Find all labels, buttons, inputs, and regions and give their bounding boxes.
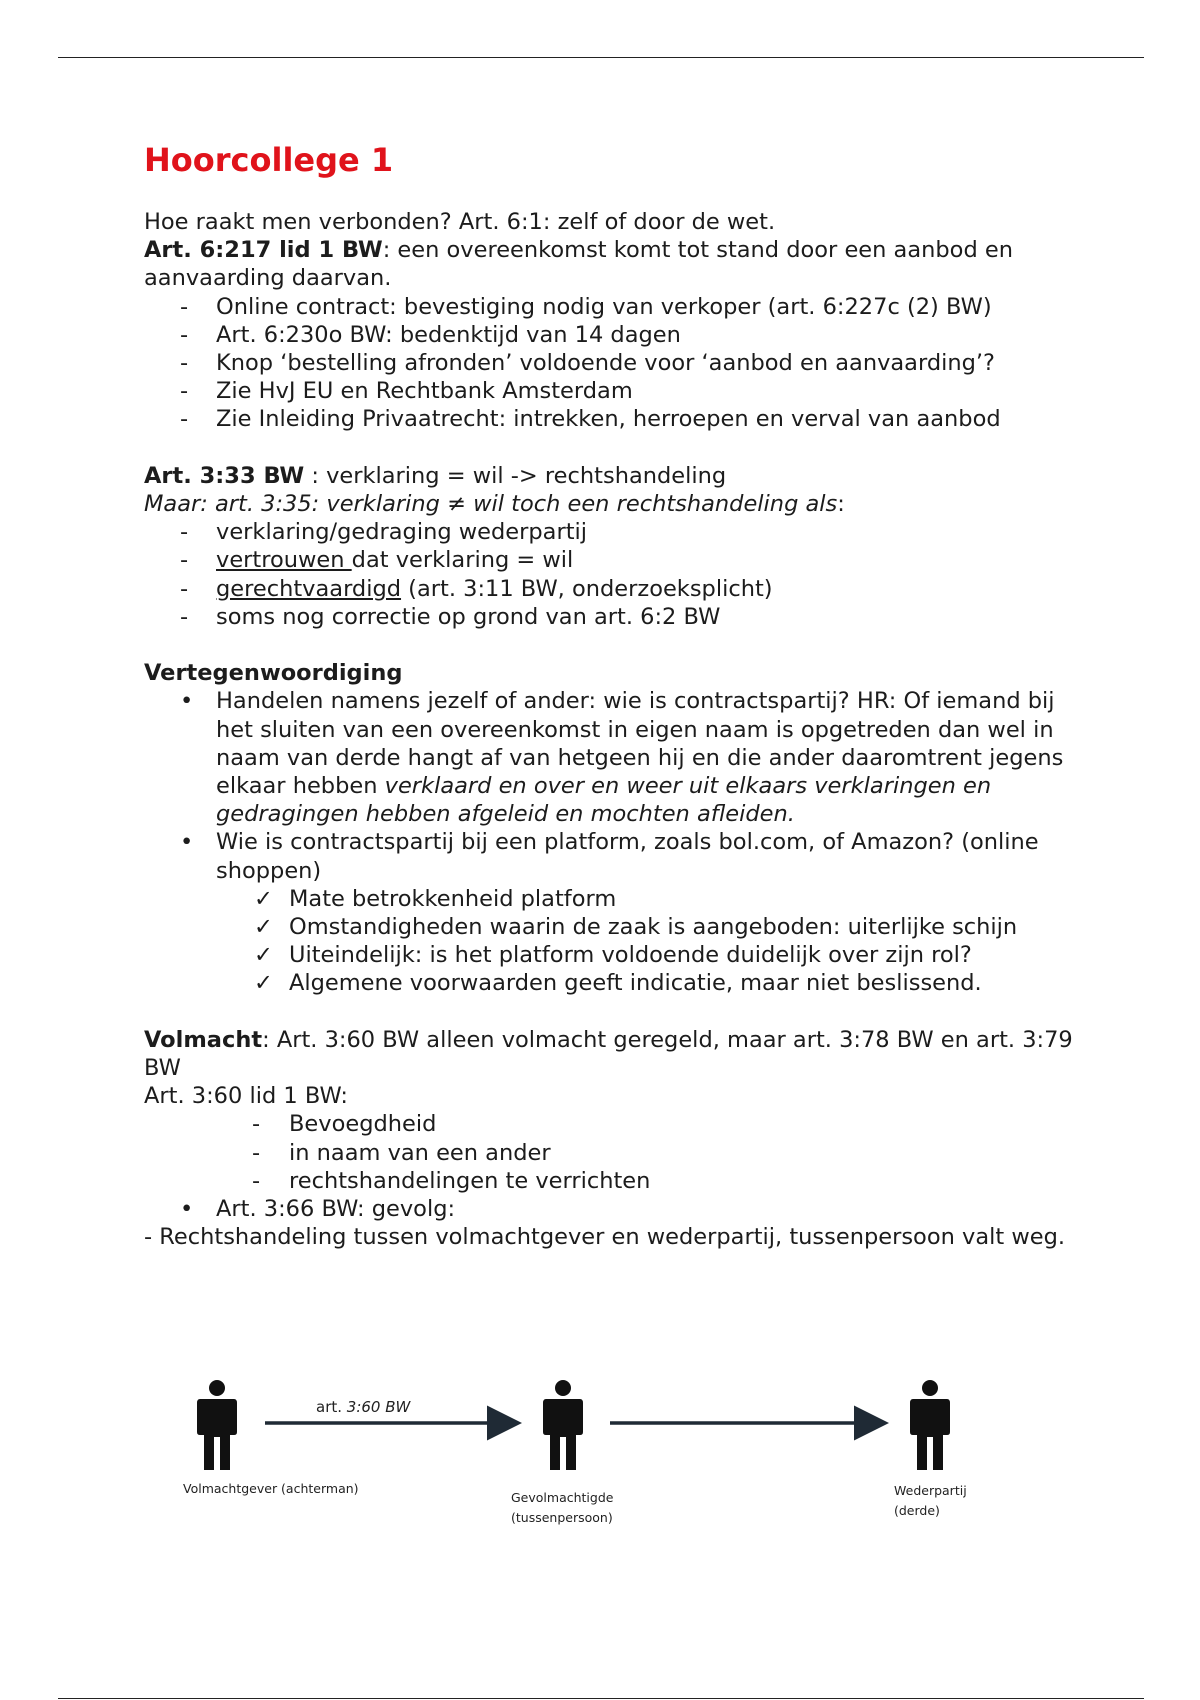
art-3-35-italic: Maar: art. 3:35: verklaring ≠ wil toch een rechtshandeling als (144, 491, 838, 518)
top-rule (58, 57, 1144, 58)
art-3-60-line: Art. 3:60 lid 1 BW: (144, 1083, 348, 1110)
intro-list (144, 293, 1084, 434)
list-item: - Zie Inleiding Privaatrecht: intrekken, herroepen en verval van aanbod (144, 405, 1084, 433)
volmacht-conclusion: - Rechtshandeling tussen volmachtgever en wederpartij, tussenpersoon valt weg. (144, 1224, 1066, 1251)
volmacht-label: Volmacht (144, 1026, 263, 1053)
list-item: - vertrouwen dat verklaring = wil (144, 546, 1084, 574)
list-item: - Art. 6:230o BW: bedenktijd van 14 dagen (144, 321, 1084, 349)
person-icon (197, 1380, 237, 1470)
list-item: - Zie HvJ EU en Rechtbank Amsterdam (144, 377, 1084, 405)
check-item: ✓ Mate betrokkenheid platform (144, 885, 1084, 913)
art-6-217-text: : een overeenkomst komt tot stand door een aanbod en aanvaarding daarvan. (144, 237, 1013, 292)
list-item: • Art. 3:66 BW: gevolg: (144, 1195, 1084, 1223)
section-heading-vertegenwoordiging: Vertegenwoordiging (144, 660, 403, 687)
check-item: ✓ Algemene voorwaarden geeft indicatie, maar niet beslissend. (144, 969, 1084, 997)
person-icon (543, 1380, 583, 1470)
list-item: - verklaring/gedraging wederpartij (144, 518, 1084, 546)
art-3-66-list (144, 1195, 1084, 1223)
arrow-label: art. 3:60 BW (316, 1398, 411, 1416)
person-label-wederpartij: Wederpartij (derde) (894, 1483, 967, 1518)
art-3-35-line: Maar: art. 3:35: verklaring ≠ wil toch een rechtshandeling als: (144, 491, 845, 518)
page-title: Hoorcollege 1 (144, 141, 394, 179)
art-6-217-paragraph (144, 236, 1084, 292)
list-item: - rechtshandelingen te verrichten (144, 1167, 1084, 1195)
vertegenwoordiging-list (144, 687, 1084, 884)
platform-checklist (144, 885, 1084, 998)
list-item: - Knop ‘bestelling afronden’ voldoende voor ‘aanbod en aanvaarding’? (144, 349, 1084, 377)
bottom-rule (58, 1698, 1144, 1699)
intro-line: Hoe raakt men verbonden? Art. 6:1: zelf of door de wet. (144, 209, 776, 235)
person-label-volmachtgever: Volmachtgever (achterman) (183, 1481, 359, 1496)
list-item: • Wie is contractspartij bij een platform, zoals bol.com, of Amazon? (online shoppen) (144, 828, 1084, 884)
person-label-gevolmachtigde: Gevolmachtigde (tussenpersoon) (511, 1490, 614, 1525)
list-item: - soms nog correctie op grond van art. 6:2 BW (144, 603, 1084, 631)
list-item: - gerechtvaardigd (art. 3:11 BW, onderzoeksplicht) (144, 575, 1084, 603)
volmacht-diagram (170, 1375, 1010, 1535)
list-item: • Handelen namens jezelf of ander: wie is contractspartij? HR: Of iemand bij het sluiten van een overeenkomst in eigen naam is opgetreden dan wel in naam van derde hangt af van hetgeen hij en die ander daaromtrent jegens elkaar hebben verklaard en over en weer uit elkaars verklaringen en gedragingen hebben afgeleid en mochten afleiden. (144, 687, 1084, 828)
art-3-33-label: Art. 3:33 BW (144, 462, 305, 489)
art-3-33-paragraph (144, 462, 1084, 490)
art-3-33-text: : verklaring = wil -> rechtshandeling (304, 462, 727, 489)
check-item: ✓ Omstandigheden waarin de zaak is aangeboden: uiterlijke schijn (144, 913, 1084, 941)
art-6-217-label: Art. 6:217 lid 1 BW (144, 237, 383, 264)
art-3-35-list (144, 518, 1084, 631)
list-item: - in naam van een ander (144, 1139, 1084, 1167)
art-3-60-list (144, 1110, 1084, 1195)
list-item: - Online contract: bevestiging nodig van verkoper (art. 6:227c (2) BW) (144, 293, 1084, 321)
document-body (144, 140, 1084, 1251)
list-item: - Bevoegdheid (144, 1110, 1084, 1138)
person-icon (910, 1380, 950, 1470)
check-item: ✓ Uiteindelijk: is het platform voldoende duidelijk over zijn rol? (144, 941, 1084, 969)
volmacht-paragraph: Volmacht: Art. 3:60 BW alleen volmacht geregeld, maar art. 3:78 BW en art. 3:79 BW (144, 1026, 1073, 1082)
